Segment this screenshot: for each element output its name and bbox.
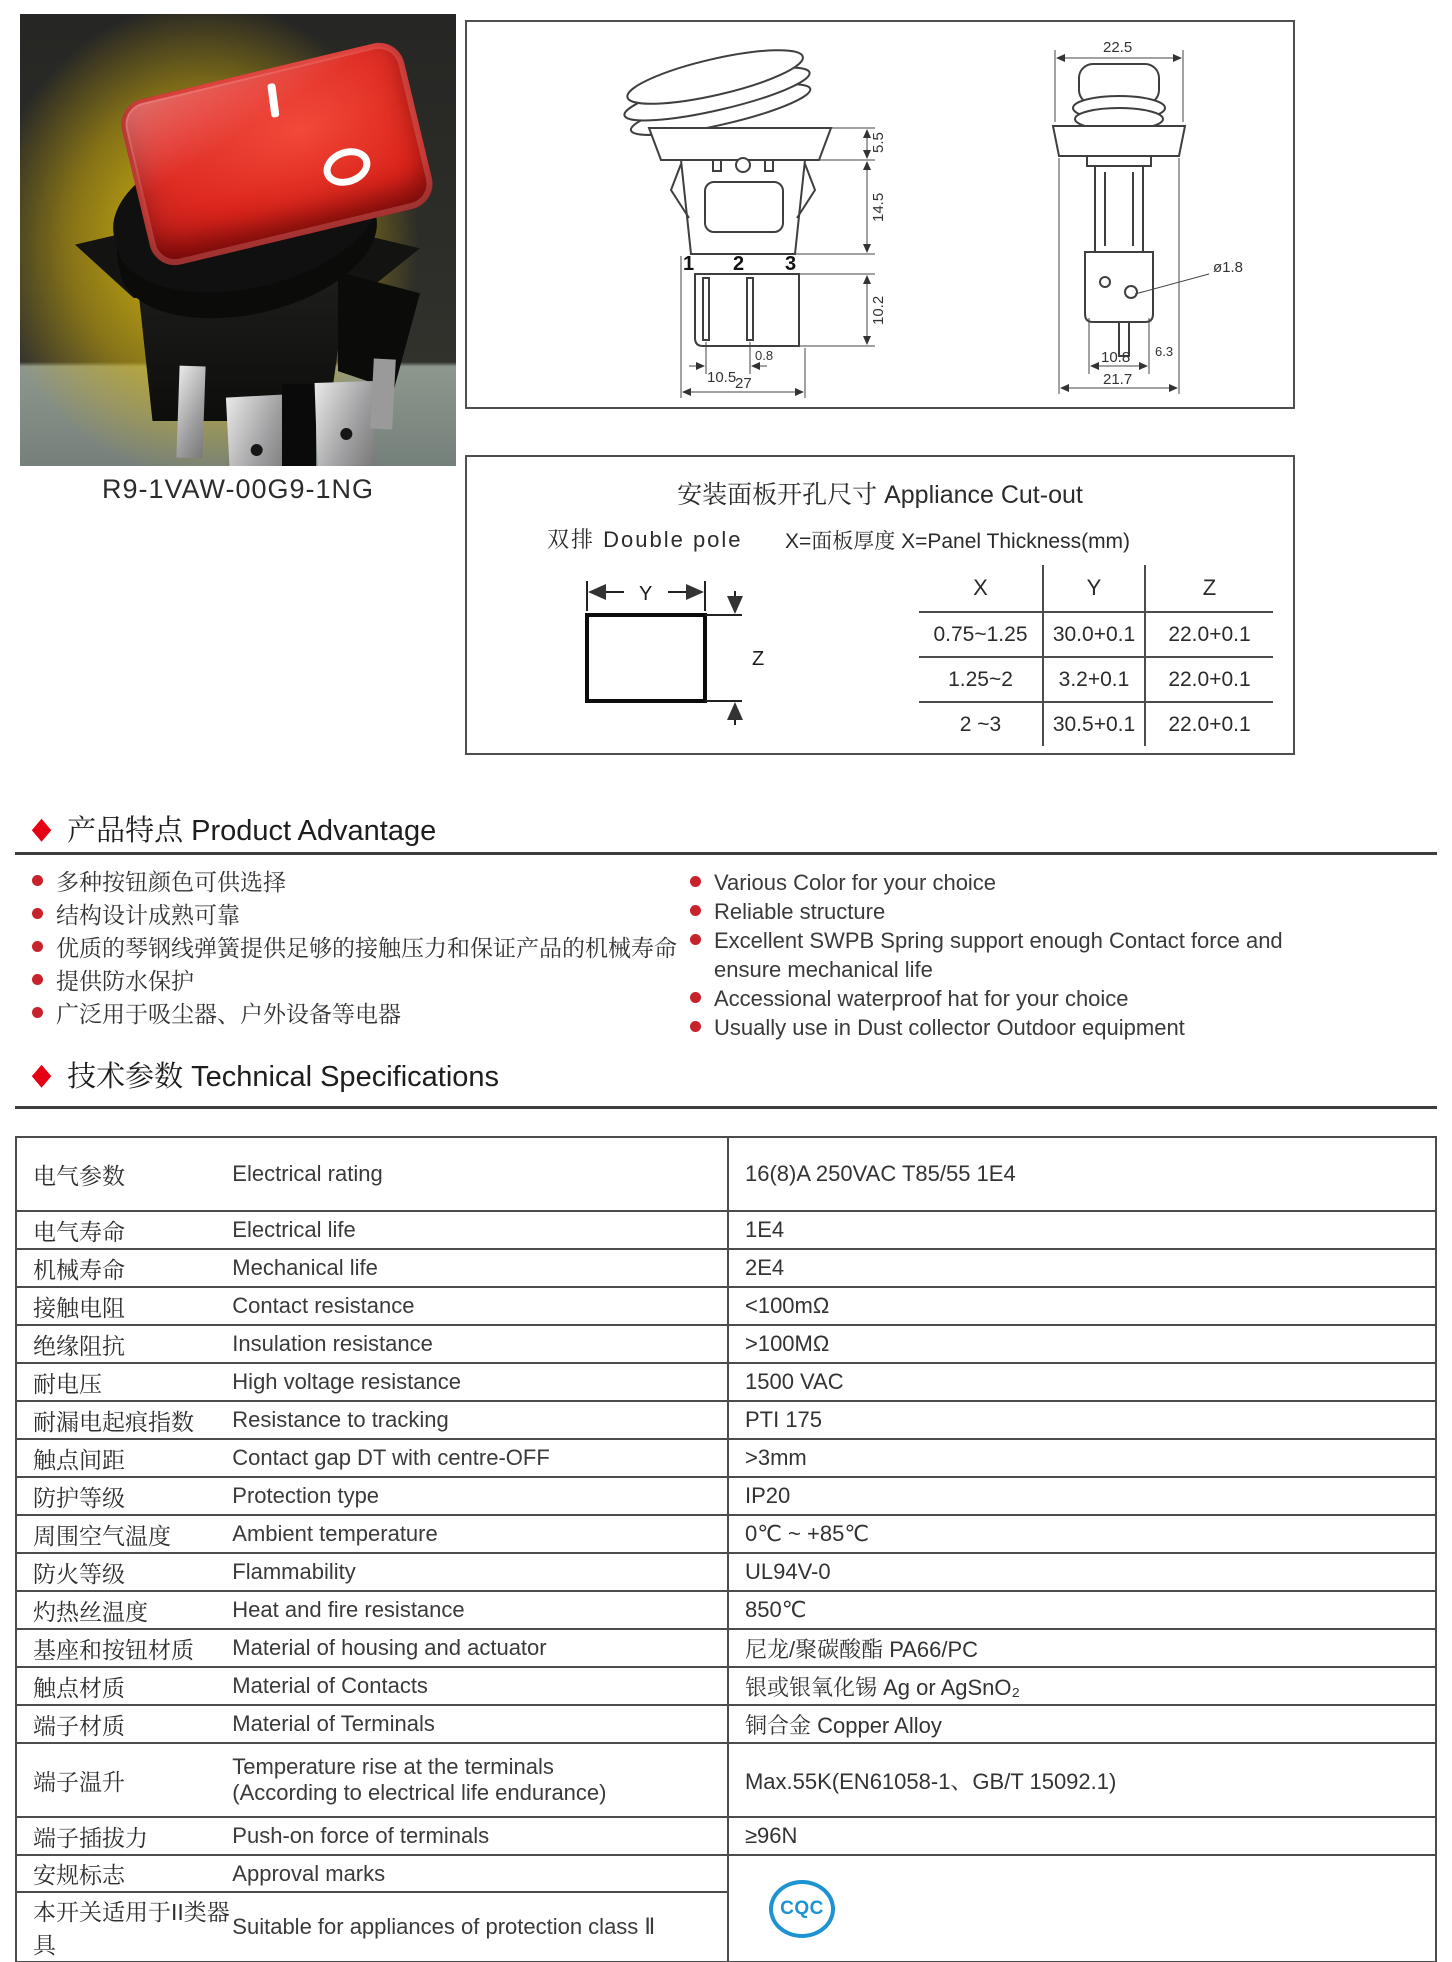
spec-cn-label: 周围空气温度 <box>16 1515 231 1553</box>
cutout-cell: 3.2+0.1 <box>1043 657 1145 702</box>
spec-row <box>16 1287 1436 1325</box>
spec-en-label: Material of Terminals <box>231 1705 728 1743</box>
cutout-cell: 2 ~3 <box>959 712 1002 736</box>
spec-en-line1: Temperature rise at the terminals <box>232 1754 554 1779</box>
section-divider <box>15 1106 1437 1109</box>
spec-row <box>16 1705 1436 1743</box>
product-photo <box>20 14 456 466</box>
advantage-item: 结构设计成熟可靠 <box>30 899 690 932</box>
advantage-item: Various Color for your choice <box>688 868 1308 897</box>
cutout-row <box>919 612 1273 657</box>
spec-value: 850℃ <box>728 1591 1436 1629</box>
spec-cn-label: 本开关适用于II类器具 <box>16 1892 231 1962</box>
spec-value: 16(8)A 250VAC T85/55 1E4 <box>728 1137 1436 1211</box>
rocker-off-mark <box>318 142 375 192</box>
spec-row <box>16 1591 1436 1629</box>
svg-text:1: 1 <box>683 253 695 275</box>
spec-value: ≥96N <box>728 1817 1436 1855</box>
spec-cn-label: 触点材质 <box>16 1667 231 1705</box>
cutout-col-z: Z <box>1145 565 1273 612</box>
advantage-item: 多种按钮颜色可供选择 <box>30 866 690 899</box>
cutout-cell: 22.0+0.1 <box>1145 657 1273 702</box>
cutout-pole-label: 双排 Double pole <box>547 527 743 552</box>
spec-en-label: Protection type <box>231 1477 728 1515</box>
spec-value: 1E4 <box>728 1211 1436 1249</box>
spec-row <box>16 1477 1436 1515</box>
cutout-cell: 1.25~2 <box>919 657 1043 702</box>
red-diamond-icon: ◆ <box>31 1057 52 1091</box>
spec-value: 银或银氧化锡 Ag or AgSnO₂ <box>728 1667 1436 1705</box>
svg-text:10.5: 10.5 <box>707 369 737 386</box>
cutout-row <box>919 702 1273 746</box>
spec-cn-label: 电气寿命 <box>16 1211 231 1249</box>
terminal-hole <box>340 428 352 440</box>
spec-cn-label: 端子温升 <box>16 1743 231 1817</box>
spec-value: 尼龙/聚碳酸酯 PA66/PC <box>728 1629 1436 1667</box>
spec-row <box>16 1629 1436 1667</box>
spec-value: 2E4 <box>728 1249 1436 1287</box>
spec-value: 铜合金 Copper Alloy <box>728 1705 1436 1743</box>
spec-row <box>16 1439 1436 1477</box>
svg-text:3: 3 <box>785 253 797 275</box>
spec-en-label: High voltage resistance <box>231 1363 728 1401</box>
spec-en-label: Electrical rating <box>231 1137 728 1211</box>
terminal-hole <box>250 444 263 457</box>
spec-row <box>16 1363 1436 1401</box>
spec-en-label: Contact resistance <box>231 1287 728 1325</box>
spec-cn-label: 灼热丝温度 <box>16 1591 231 1629</box>
spec-cn-label: 机械寿命 <box>16 1249 231 1287</box>
cutout-cell: 30.5+0.1 <box>1043 702 1145 746</box>
spec-en-label <box>231 1743 728 1817</box>
cutout-header-row <box>919 565 1273 612</box>
spec-en-label: Push-on force of terminals <box>231 1817 728 1855</box>
spec-en-label: Suitable for appliances of protection class Ⅱ <box>231 1892 728 1962</box>
spec-en-label: Approval marks <box>231 1855 728 1892</box>
technical-drawing-box <box>465 20 1295 409</box>
spec-cn-label: 接触电阻 <box>16 1287 231 1325</box>
svg-text:22.5: 22.5 <box>1103 39 1133 56</box>
spec-value: >3mm <box>728 1439 1436 1477</box>
spec-value: 0℃ ~ +85℃ <box>728 1515 1436 1553</box>
spec-value: 1500 VAC <box>728 1363 1436 1401</box>
cutout-diagram <box>552 567 802 737</box>
spec-en-label: Material of Contacts <box>231 1667 728 1705</box>
spec-en-label: Material of housing and actuator <box>231 1629 728 1667</box>
spec-row <box>16 1401 1436 1439</box>
advantage-heading <box>30 808 436 849</box>
spec-row <box>16 1855 1436 1892</box>
spec-value: IP20 <box>728 1477 1436 1515</box>
spec-row <box>16 1817 1436 1855</box>
svg-text:0.8: 0.8 <box>755 348 774 363</box>
spec-value-logo-cell <box>728 1855 1436 1962</box>
spec-cn-label: 基座和按钮材质 <box>16 1629 231 1667</box>
specs-heading <box>30 1054 499 1095</box>
svg-text:Y: Y <box>639 583 653 605</box>
spec-row <box>16 1667 1436 1705</box>
cqc-logo: CQC <box>769 1880 835 1938</box>
spec-en-label: Resistance to tracking <box>231 1401 728 1439</box>
svg-text:10.2: 10.2 <box>870 295 887 325</box>
cutout-title: 安装面板开孔尺寸 Appliance Cut-out <box>677 481 1083 509</box>
cutout-thickness-label: X=面板厚度 X=Panel Thickness(mm) <box>785 530 1131 553</box>
spec-cn-label: 电气参数 <box>16 1137 231 1211</box>
spec-en-label: Heat and fire resistance <box>231 1591 728 1629</box>
cutout-cell: 30.0+0.1 <box>1043 612 1145 657</box>
spec-en-label: Contact gap DT with centre-OFF <box>231 1439 728 1477</box>
spec-cn-label: 端子材质 <box>16 1705 231 1743</box>
svg-text:Z: Z <box>752 648 765 670</box>
advantage-item: Excellent SWPB Spring support enough Contact force and ensure mechanical life <box>688 926 1308 984</box>
terminal-pin <box>315 381 376 466</box>
cutout-row <box>919 657 1273 702</box>
spec-row <box>16 1211 1436 1249</box>
svg-text:6.3: 6.3 <box>1155 344 1174 359</box>
cutout-table <box>919 565 1273 746</box>
spec-en-label: Mechanical life <box>231 1249 728 1287</box>
spec-table <box>15 1136 1437 1962</box>
svg-text:5.5: 5.5 <box>870 132 887 153</box>
front-terminal-labels <box>683 253 796 275</box>
spec-value: >100MΩ <box>728 1325 1436 1363</box>
svg-text:2: 2 <box>733 253 745 275</box>
side-view-drawing <box>1053 64 1185 356</box>
spec-cn-label: 安规标志 <box>16 1855 231 1892</box>
red-diamond-icon: ◆ <box>31 811 52 845</box>
front-view-drawing <box>617 39 831 346</box>
cutout-cell: 0.75~1.25 <box>919 612 1043 657</box>
advantage-item: 优质的琴钢线弹簧提供足够的接触压力和保证产品的机械寿命 <box>30 932 690 965</box>
advantage-item: Accessional waterproof hat for your choice <box>688 984 1308 1013</box>
spec-row <box>16 1743 1436 1817</box>
spec-en-label: Electrical life <box>231 1211 728 1249</box>
svg-text:ø1.8: ø1.8 <box>1213 259 1244 276</box>
spec-cn-label: 防火等级 <box>16 1553 231 1591</box>
spec-cn-label: 绝缘阻抗 <box>16 1325 231 1363</box>
terminal-pin <box>176 366 205 459</box>
advantage-heading-text: 产品特点 Product Advantage <box>67 815 437 847</box>
spec-cn-label: 触点间距 <box>16 1439 231 1477</box>
spec-en-label: Flammability <box>231 1553 728 1591</box>
svg-text:21.7: 21.7 <box>1103 371 1133 388</box>
advantage-list-en <box>688 868 1308 1042</box>
terminal-divider <box>282 384 316 466</box>
spec-row <box>16 1249 1436 1287</box>
cutout-cell: 22.0+0.1 <box>1168 712 1251 736</box>
spec-en-label: Ambient temperature <box>231 1515 728 1553</box>
advantage-item: 广泛用于吸尘器、户外设备等电器 <box>30 998 690 1031</box>
cutout-col-y: Y <box>1043 565 1145 612</box>
spec-cn-label: 端子插拔力 <box>16 1817 231 1855</box>
spec-row <box>16 1515 1436 1553</box>
spec-row <box>16 1325 1436 1363</box>
spec-en-label: Insulation resistance <box>231 1325 728 1363</box>
spec-row <box>16 1137 1436 1211</box>
spec-cn-label: 防护等级 <box>16 1477 231 1515</box>
spec-cn-label: 耐电压 <box>16 1363 231 1401</box>
svg-text:27: 27 <box>735 375 752 392</box>
terminal-pin <box>370 358 396 429</box>
advantage-list-cn <box>30 866 690 1031</box>
cutout-box <box>465 455 1295 755</box>
terminal-pin <box>226 395 288 466</box>
spec-value: UL94V-0 <box>728 1553 1436 1591</box>
spec-value: Max.55K(EN61058-1、GB/T 15092.1) <box>728 1743 1436 1817</box>
specs-heading-text: 技术参数 Technical Specifications <box>67 1061 500 1093</box>
advantage-item: Reliable structure <box>688 897 1308 926</box>
dimension-drawing <box>467 22 1293 407</box>
spec-value: <100mΩ <box>728 1287 1436 1325</box>
rocker-on-mark <box>267 83 279 118</box>
spec-en-line2: (According to electrical life endurance) <box>232 1780 607 1805</box>
section-divider <box>15 852 1437 855</box>
spec-value: PTI 175 <box>728 1401 1436 1439</box>
svg-text:14.5: 14.5 <box>870 192 887 222</box>
model-number: R9-1VAW-00G9-1NG <box>101 474 375 504</box>
spec-row <box>16 1553 1436 1591</box>
cutout-col-x: X <box>919 565 1043 612</box>
spec-cn-label: 耐漏电起痕指数 <box>16 1401 231 1439</box>
advantage-item: 提供防水保护 <box>30 965 690 998</box>
cutout-cell: 22.0+0.1 <box>1145 612 1273 657</box>
advantage-item: Usually use in Dust collector Outdoor equipment <box>688 1013 1308 1042</box>
svg-text:10.8: 10.8 <box>1101 349 1131 366</box>
